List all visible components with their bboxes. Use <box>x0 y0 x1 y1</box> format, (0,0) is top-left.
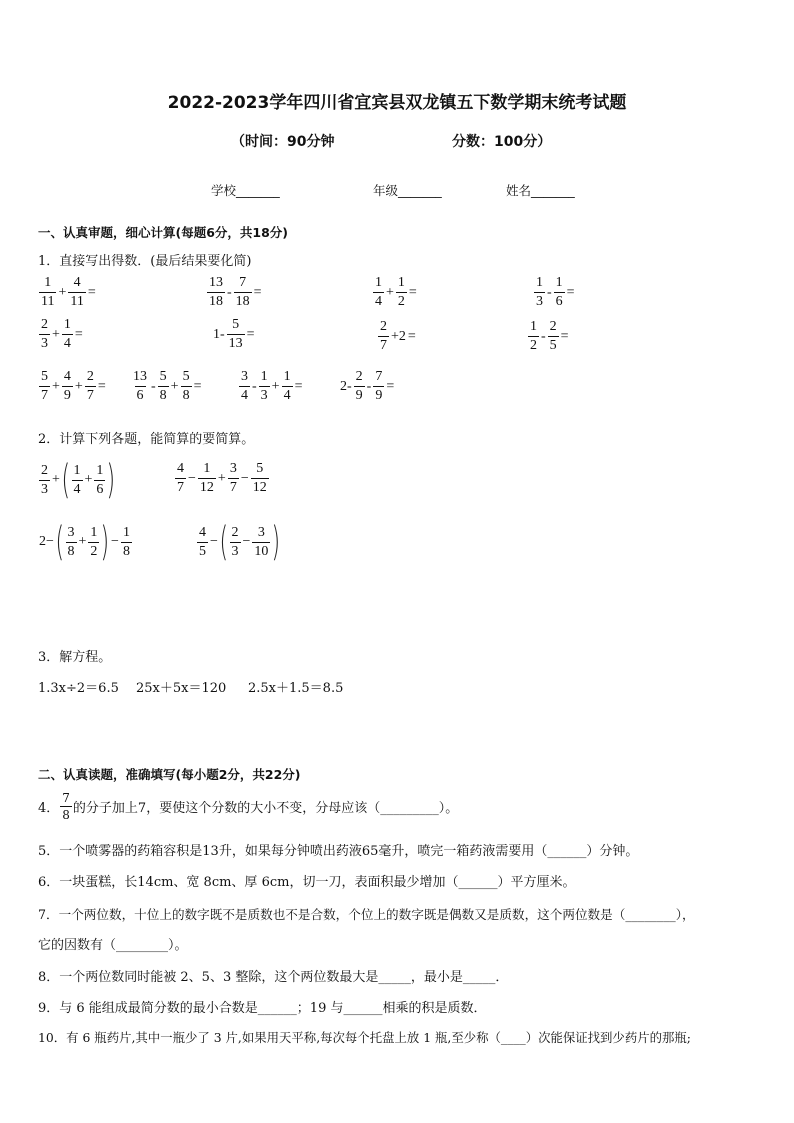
fraction-numerator: 4 <box>199 524 206 540</box>
fraction <box>181 370 192 403</box>
fraction-numerator: 2 <box>355 369 363 384</box>
fraction-denominator: 8 <box>122 543 130 559</box>
expr-7 <box>377 320 417 353</box>
fraction-denominator: 6 <box>136 388 144 403</box>
fraction-denominator: 9 <box>375 388 383 403</box>
fraction-numerator: 1 <box>90 524 98 540</box>
fraction-numerator: 1 <box>73 462 81 478</box>
equation-3: 2.5x＋1.5＝8.5 <box>248 681 344 696</box>
exam-time: （时间：90分钟 <box>231 134 335 150</box>
fraction-denominator: 12 <box>252 480 267 495</box>
fraction-numerator: 1 <box>260 369 268 384</box>
fraction-denominator: 13 <box>228 336 243 351</box>
operator: + <box>58 284 67 300</box>
operator: - <box>547 284 552 300</box>
fraction-denominator: 12 <box>199 480 214 495</box>
question-4-text: 的分子加上7，要使这个分数的大小不变，分母应该（_________）。 <box>72 801 459 816</box>
question-8: 8．一个两位数同时能被 2、5、3 整除，这个两位数最大是_____，最小是_____． <box>38 970 509 985</box>
expr-6 <box>212 318 256 351</box>
fraction <box>252 526 270 559</box>
operator: 2− <box>39 534 54 549</box>
expr-11 <box>238 370 303 403</box>
operator: + <box>78 534 87 549</box>
fraction-numerator: 2 <box>231 524 239 540</box>
equals-sign: = <box>386 378 395 394</box>
expr-3 <box>372 276 418 309</box>
fraction-denominator: 4 <box>283 388 291 403</box>
fraction-numerator: 1 <box>44 275 52 290</box>
fraction <box>158 370 169 403</box>
fraction-denominator: 7 <box>380 338 387 353</box>
fraction-numerator: 1 <box>397 275 405 290</box>
fraction <box>39 318 50 351</box>
fraction-numerator: 1 <box>530 319 537 334</box>
question-7-continued: 它的因数有（________）。 <box>38 938 188 953</box>
fraction <box>175 462 186 495</box>
fraction-numerator: 3 <box>229 461 237 476</box>
operator: 2- <box>340 378 352 394</box>
equals-sign: = <box>294 378 303 394</box>
equals-sign: = <box>193 378 202 394</box>
fraction <box>230 526 241 559</box>
operator: + <box>84 472 93 487</box>
fraction-numerator: 1 <box>96 462 104 478</box>
operator: - <box>252 378 257 394</box>
fraction-denominator: 18 <box>209 294 223 309</box>
equals-sign: = <box>407 328 416 344</box>
fraction <box>197 526 208 559</box>
equals-sign: = <box>87 284 96 300</box>
operator: +2 <box>391 328 406 344</box>
fraction-numerator: 1 <box>63 317 71 332</box>
operator: − <box>242 534 251 549</box>
fraction <box>88 526 99 559</box>
equals-sign: = <box>560 328 569 344</box>
fraction-denominator: 11 <box>41 294 55 309</box>
fraction <box>528 320 539 353</box>
fraction <box>354 370 365 403</box>
fraction-numerator: 2 <box>549 319 557 334</box>
fraction-numerator: 1 <box>375 275 382 290</box>
page-title: 2022-2023学年四川省宜宾县双龙镇五下数学期末统考试题 <box>167 93 627 113</box>
operator: + <box>52 378 60 394</box>
calc-1 <box>38 457 116 503</box>
equals-sign: = <box>566 284 575 300</box>
equals-sign: = <box>97 378 106 394</box>
expr-5 <box>38 318 84 351</box>
fraction-denominator: 9 <box>63 388 71 403</box>
fraction <box>282 370 293 403</box>
school-field[interactable]: 学校_______ <box>211 183 280 198</box>
fraction-numerator: 7 <box>375 369 383 384</box>
fraction <box>373 370 384 403</box>
fraction-denominator: 4 <box>375 294 382 309</box>
fraction-numerator: 3 <box>257 524 265 540</box>
question-4-fraction <box>60 792 72 821</box>
expr-1 <box>38 276 97 309</box>
fraction-denominator: 11 <box>70 294 84 309</box>
parenthesis: ( <box>219 519 229 565</box>
operator: − <box>240 470 249 486</box>
fraction-denominator: 10 <box>254 543 269 559</box>
fraction-numerator: 2 <box>41 317 48 332</box>
name-field[interactable]: 姓名_______ <box>506 183 575 198</box>
fraction <box>39 370 50 403</box>
fraction-denominator: 7 <box>177 480 184 495</box>
fraction-denominator: 6 <box>555 294 563 309</box>
fraction-denominator: 2 <box>90 543 98 559</box>
question-1: 1．直接写出得数．(最后结果要化简) <box>38 254 252 269</box>
expr-8 <box>527 320 570 353</box>
equals-sign: = <box>253 284 262 300</box>
parenthesis: ) <box>100 519 110 565</box>
fraction-numerator: 4 <box>63 369 71 384</box>
fraction <box>39 276 56 309</box>
fraction <box>207 276 225 309</box>
fraction-denominator: 9 <box>355 388 363 403</box>
equals-sign: = <box>408 284 417 300</box>
fraction-denominator: 8 <box>62 808 70 822</box>
fraction-numerator: 1 <box>203 461 211 476</box>
fraction <box>548 320 559 353</box>
fraction-denominator: 3 <box>536 294 543 309</box>
expr-4 <box>533 276 576 309</box>
exam-score: 分数：100分） <box>452 134 552 150</box>
fraction <box>66 526 77 559</box>
expr-10 <box>130 370 202 403</box>
fraction <box>72 464 83 497</box>
expr-12 <box>339 370 395 403</box>
operator: 1- <box>213 326 225 342</box>
fraction <box>68 276 85 309</box>
fraction <box>251 462 269 495</box>
fraction-numerator: 3 <box>67 524 75 540</box>
fraction-denominator: 7 <box>41 388 48 403</box>
fraction-denominator: 4 <box>241 388 248 403</box>
fraction <box>85 370 96 403</box>
operator: - <box>227 284 232 300</box>
fraction-denominator: 3 <box>260 388 268 403</box>
fraction-numerator: 2 <box>86 369 94 384</box>
question-4-number: 4． <box>38 801 60 816</box>
fraction-numerator: 3 <box>241 369 248 384</box>
operator: - <box>151 378 156 394</box>
fraction <box>198 462 216 495</box>
fraction-numerator: 5 <box>232 317 240 332</box>
fraction-denominator: 5 <box>199 543 206 559</box>
operator: + <box>52 472 60 487</box>
fraction-denominator: 4 <box>63 336 71 351</box>
fraction <box>94 464 105 497</box>
fraction <box>396 276 407 309</box>
fraction-numerator: 1 <box>555 275 563 290</box>
fraction-denominator: 6 <box>96 481 104 497</box>
fraction-denominator: 3 <box>231 543 239 559</box>
question-6: 6．一块蛋糕，长14cm、宽 8cm、厚 6cm，切一刀，表面积最少增加（______）平方厘米。 <box>38 875 576 890</box>
fraction-numerator: 2 <box>380 319 387 334</box>
question-3: 3．解方程。 <box>38 650 112 665</box>
fraction-numerator: 1 <box>283 369 291 384</box>
operator: − <box>188 470 196 486</box>
fraction <box>62 370 73 403</box>
calc-2 <box>174 462 270 495</box>
equals-sign: = <box>74 326 83 342</box>
fraction-numerator: 7 <box>239 275 247 290</box>
fraction <box>228 462 239 495</box>
section-1-header: 一、认真审题，细心计算(每题6分，共18分) <box>38 225 289 240</box>
fraction <box>62 318 73 351</box>
fraction <box>121 526 132 559</box>
fraction-denominator: 8 <box>182 388 190 403</box>
operator: + <box>217 470 226 486</box>
fraction-denominator: 18 <box>235 294 250 309</box>
fraction <box>39 464 50 497</box>
fraction-numerator: 2 <box>41 462 48 478</box>
fraction-denominator: 3 <box>41 336 48 351</box>
operator: + <box>271 378 280 394</box>
expr-9 <box>38 370 107 403</box>
fraction-denominator: 5 <box>549 338 557 353</box>
question-5: 5．一个喷雾器的药箱容积是13升，如果每分钟喷出药液65毫升，喷完一箱药液需要用（______）分钟。 <box>38 844 639 859</box>
fraction-numerator: 13 <box>209 275 223 290</box>
parenthesis: ) <box>271 519 281 565</box>
fraction <box>534 276 545 309</box>
fraction <box>131 370 149 403</box>
fraction <box>378 320 389 353</box>
operator: + <box>386 284 394 300</box>
fraction-denominator: 2 <box>397 294 405 309</box>
operator: + <box>170 378 179 394</box>
fraction <box>227 318 245 351</box>
question-10: 10．有 6 瓶药片,其中一瓶少了 3 片,如果用天平称,每次每个托盘上放 1 瓶,至少称（____）次能保证找到少药片的那瓶; <box>38 1030 691 1045</box>
section-2-header: 二、认真读题，准确填写(每小题2分，共22分) <box>38 767 301 782</box>
fraction-numerator: 7 <box>62 791 70 805</box>
question-2: 2．计算下列各题，能简算的要简算。 <box>38 432 255 447</box>
fraction-numerator: 5 <box>159 369 167 384</box>
fraction <box>373 276 384 309</box>
fraction <box>259 370 270 403</box>
fraction-numerator: 5 <box>41 369 48 384</box>
fraction-numerator: 4 <box>73 275 81 290</box>
fraction-numerator: 4 <box>177 461 184 476</box>
operator: − <box>210 534 218 549</box>
parenthesis: ( <box>61 457 71 503</box>
question-4 <box>38 792 458 821</box>
fraction <box>554 276 565 309</box>
fraction-numerator: 5 <box>182 369 190 384</box>
equals-sign: = <box>246 326 255 342</box>
operator: - <box>541 328 546 344</box>
fraction <box>234 276 252 309</box>
calc-3 <box>38 519 133 565</box>
fraction-numerator: 13 <box>133 369 147 384</box>
equation-1: 1.3x÷2＝6.5 <box>38 681 119 696</box>
parenthesis: ( <box>55 519 65 565</box>
operator: − <box>111 534 119 549</box>
fraction-denominator: 4 <box>73 481 81 497</box>
fraction-numerator: 1 <box>536 275 543 290</box>
fraction-numerator: 5 <box>256 461 264 476</box>
operator: + <box>74 378 83 394</box>
fraction-denominator: 8 <box>159 388 167 403</box>
operator: - <box>366 378 372 394</box>
fraction <box>239 370 250 403</box>
operator: + <box>52 326 60 342</box>
question-9: 9．与 6 能组成最简分数的最小合数是______；19 与______相乘的积是质数． <box>38 1001 487 1016</box>
fraction-denominator: 7 <box>229 480 237 495</box>
fraction-denominator: 2 <box>530 338 537 353</box>
grade-field[interactable]: 年级_______ <box>373 183 442 198</box>
calc-4 <box>196 519 281 565</box>
question-7: 7．一个两位数，十位上的数字既不是质数也不是合数，个位上的数字既是偶数又是质数，这个两位数是（________）， <box>38 907 695 922</box>
parenthesis: ) <box>106 457 116 503</box>
fraction-numerator: 1 <box>122 524 130 540</box>
expr-2 <box>206 276 263 309</box>
equation-2: 25x＋5x＝120 <box>136 681 227 696</box>
fraction-denominator: 7 <box>86 388 94 403</box>
fraction-denominator: 8 <box>67 543 75 559</box>
fraction-denominator: 3 <box>41 481 48 497</box>
